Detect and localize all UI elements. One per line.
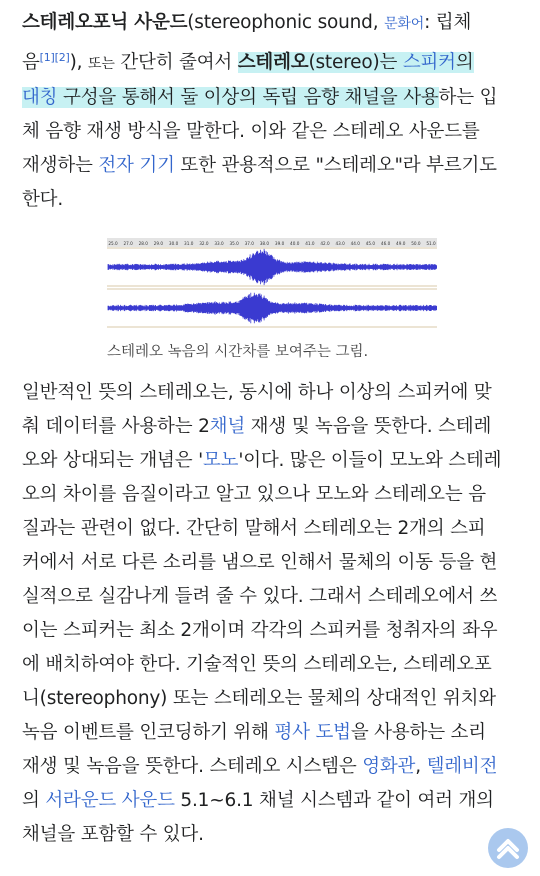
ruler-tick-label: 37.0 — [244, 241, 254, 246]
ruler-tick-label: 43.0 — [335, 241, 345, 246]
figure-caption: 스테레오 녹음의 시간차를 보여주는 그림. — [107, 344, 369, 360]
stereo-waveform-image — [107, 234, 437, 330]
scroll-to-top-button[interactable] — [488, 828, 528, 868]
text-line: 실적으로 실감나게 들려 줄 수 있다. 그래서 스테레오에서 쓰 — [22, 586, 498, 607]
ruler-tick-label: 49.0 — [396, 241, 406, 246]
link-cinema[interactable]: 영화관 — [362, 756, 416, 777]
text-line: 대칭 구성을 통해서 둘 이상의 독립 음향 채널을 사용하는 입 — [22, 87, 498, 108]
text-line: 니(stereophony) 또는 스테레오는 물체의 상대적인 위치와 — [22, 688, 496, 709]
ruler-tick-label: 28.0 — [138, 241, 148, 246]
text-line: 한다. — [22, 189, 64, 210]
text-line: 녹음 이벤트를 인코딩하기 위해 평사 도법을 사용하는 소리 — [22, 722, 486, 743]
link-channel[interactable]: 채널 — [209, 416, 245, 437]
reference-link[interactable]: [1][2] — [39, 51, 70, 64]
link-stereographic-projection[interactable]: 평사 도법 — [274, 722, 351, 743]
text-line: 스테레오포닉 사운드(stereophonic sound, 문화어: 립체 — [22, 12, 472, 33]
ruler-tick-label: 42.0 — [320, 241, 330, 246]
ruler-tick-label: 50.0 — [411, 241, 421, 246]
ruler-tick-label: 35.0 — [229, 241, 239, 246]
text-line: 채널을 포함할 수 있다. — [22, 824, 204, 845]
ruler-tick-label: 27.0 — [123, 241, 133, 246]
ruler-tick-label: 25.0 — [108, 241, 118, 246]
link-speaker[interactable]: 스피커 — [402, 52, 456, 73]
link-mono[interactable]: 모노 — [202, 450, 239, 471]
highlighted-text: 대칭 구성을 통해서 둘 이상의 독립 음향 채널을 사용 — [22, 87, 439, 108]
text-line: 재생하는 전자 기기 또한 관용적으로 "스테레오"라 부르기도 — [22, 155, 497, 176]
term-title: 스테레오포닉 사운드 — [22, 12, 188, 33]
link-electronic-device[interactable]: 전자 기기 — [98, 155, 175, 176]
ruler-tick-label: 41.0 — [305, 241, 315, 246]
body-paragraph — [22, 376, 522, 852]
chevron-up-icon — [495, 835, 521, 861]
ruler-tick-label: 31.0 — [184, 241, 194, 246]
text-line: 오의 차이를 음질이라고 알고 있으나 모노와 스테레오는 음 — [22, 484, 486, 505]
link-television[interactable]: 텔레비전 — [426, 756, 498, 777]
text-line: 춰 데이터를 사용하는 2채널 재생 및 녹음을 뜻한다. 스테레 — [22, 416, 492, 437]
ruler-tick-label: 46.0 — [380, 241, 391, 246]
ruler-tick-label: 38.0 — [259, 241, 270, 246]
text-line: 이는 스피커는 최소 2개이며 각각의 스피커를 청취자의 좌우 — [22, 620, 498, 641]
text-line: 재생 및 녹음을 뜻한다. 스테레오 시스템은 영화관, 텔레비전 — [22, 756, 498, 777]
ruler-tick-label: 39.0 — [274, 241, 285, 246]
text-line: 질과는 관련이 없다. 간단히 말해서 스테레오는 2개의 스피 — [22, 518, 486, 539]
text-line: 음[1][2]), 또는 간단히 줄여서 스테레오(stereo)는 스피커의 — [22, 51, 474, 73]
text-line: 오와 상대되는 개념은 '모노'이다. 많은 이들이 모노와 스테레 — [22, 450, 502, 471]
ruler-tick-label: 32.0 — [199, 241, 209, 246]
ruler-tick-label: 44.0 — [350, 241, 360, 246]
intro-paragraph — [22, 6, 522, 217]
ruler-tick-label: 29.0 — [153, 241, 164, 246]
text-line: 에 배치하여야 한다. 기술적인 뜻의 스테레오는, 스테레오포 — [22, 654, 492, 675]
text-line: 일반적인 뜻의 스테레오는, 동시에 하나 이상의 스피커에 맞 — [22, 382, 492, 403]
link-symmetry[interactable]: 대칭 — [22, 87, 58, 108]
ruler-tick-label: 40.0 — [290, 241, 300, 246]
link-munhwaeo[interactable]: 문화어 — [384, 16, 425, 32]
text-line: 의 서라운드 사운드 5.1~6.1 채널 시스템과 같이 여러 개의 — [22, 790, 494, 811]
text-line: 커에서 서로 다른 소리를 냄으로 인해서 물체의 이동 등을 현 — [22, 552, 498, 573]
waveform-figure[interactable] — [107, 234, 437, 330]
text-line: 체 음향 재생 방식을 말한다. 이와 같은 스테레오 사운드를 — [22, 121, 480, 142]
link-surround-sound[interactable]: 서라운드 사운드 — [45, 790, 175, 811]
ruler-tick-label: 45.0 — [365, 241, 376, 246]
highlighted-text: 스테레오(stereo)는 스피커의 — [237, 52, 474, 73]
ruler-tick-label: 30.0 — [168, 241, 179, 246]
ruler-tick-label: 51.0 — [426, 241, 436, 246]
ruler-tick-label: 33.0 — [214, 241, 224, 246]
